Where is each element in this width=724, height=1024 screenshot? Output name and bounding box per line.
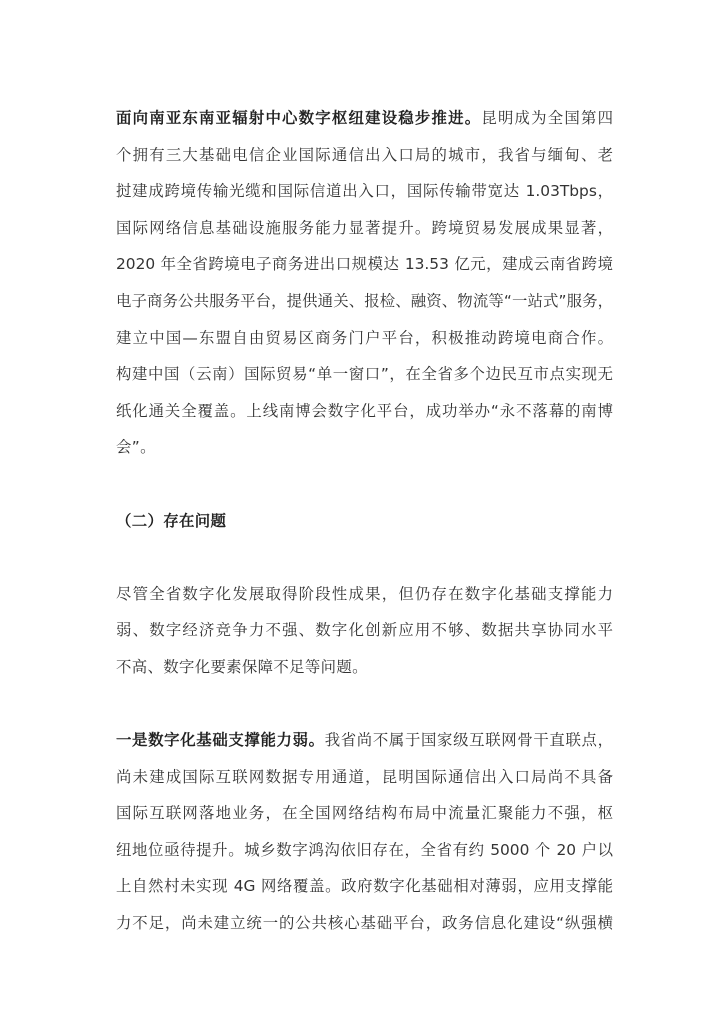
paragraph-3-line: 力不足，尚未建立统一的公共核心基础平台，政务信息化建设“纵强横 [116,914,613,933]
paragraph-3-line: 尚未建成国际互联网数据专用通道，昆明国际通信出入口局尚不具备 [116,767,613,786]
paragraph-3-line: 纽地位亟待提升。城乡数字鸿沟依旧存在，全省有约 5000 个 20 户以 [116,840,613,859]
paragraph-spacer [116,539,613,576]
paragraph-1-line: 构建中国（云南）国际贸易“单一窗口”，在全省多个边民互市点实现无 [116,365,613,384]
paragraph-1-line: 电子商务公共服务平台，提供通关、报检、融资、物流等“一站式”服务， [116,291,613,310]
paragraph-spacer [116,466,613,503]
paragraph-3-line: 国际互联网落地业务，在全国网络结构布局中流量汇聚能力不强，枢 [116,804,613,823]
paragraph-1-line: 2020 年全省跨境电子商务进出口规模达 13.53 亿元，建成云南省跨境 [116,255,613,274]
paragraph-3-lead: 一是数字化基础支撑能力弱。 [116,731,325,750]
paragraph-1-lead: 面向南亚东南亚辐射中心数字枢纽建设稳步推进。 [116,109,482,127]
paragraph-1-line: 个拥有三大基础电信企业国际通信出入口局的城市，我省与缅甸、老 [116,145,613,164]
paragraph-2-line: 弱、数字经济竞争力不强、数字化创新应用不够、数据共享协同水平 [116,621,613,640]
paragraph-1-line: 挝建成跨境传输光缆和国际信道出入口，国际传输带宽达 1.03Tbps， [116,182,613,201]
paragraph-1-line-1-rest: 昆明成为全国第四 [481,109,613,127]
paragraph-1-line-last: 会”。 [116,438,156,457]
paragraph-1-line: 建立中国—东盟自由贸易区商务门户平台，积极推动跨境电商合作。 [116,328,613,347]
paragraph-3-line: 上自然村未实现 4G 网络覆盖。政府数字化基础相对薄弱，应用支撑能 [116,877,613,896]
paragraph-3-line-1 [116,722,613,759]
document-page [116,100,613,942]
section-heading: （二）存在问题 [116,511,227,530]
paragraph-1-line: 国际网络信息基础设施服务能力显著提升。跨境贸易发展成果显著， [116,218,613,237]
paragraph-1-line: 纸化通关全覆盖。上线南博会数字化平台，成功举办“永不落幕的南博 [116,401,613,420]
paragraph-2-line-last: 不高、数字化要素保障不足等问题。 [116,657,368,676]
paragraph-2-line: 尽管全省数字化发展取得阶段性成果，但仍存在数字化基础支撑能力 [116,584,613,603]
paragraph-spacer [116,686,613,723]
paragraph-3-line-1-rest: 我省尚不属于国家级互联网骨干直联点， [324,731,613,750]
paragraph-1-line-1 [116,100,613,137]
